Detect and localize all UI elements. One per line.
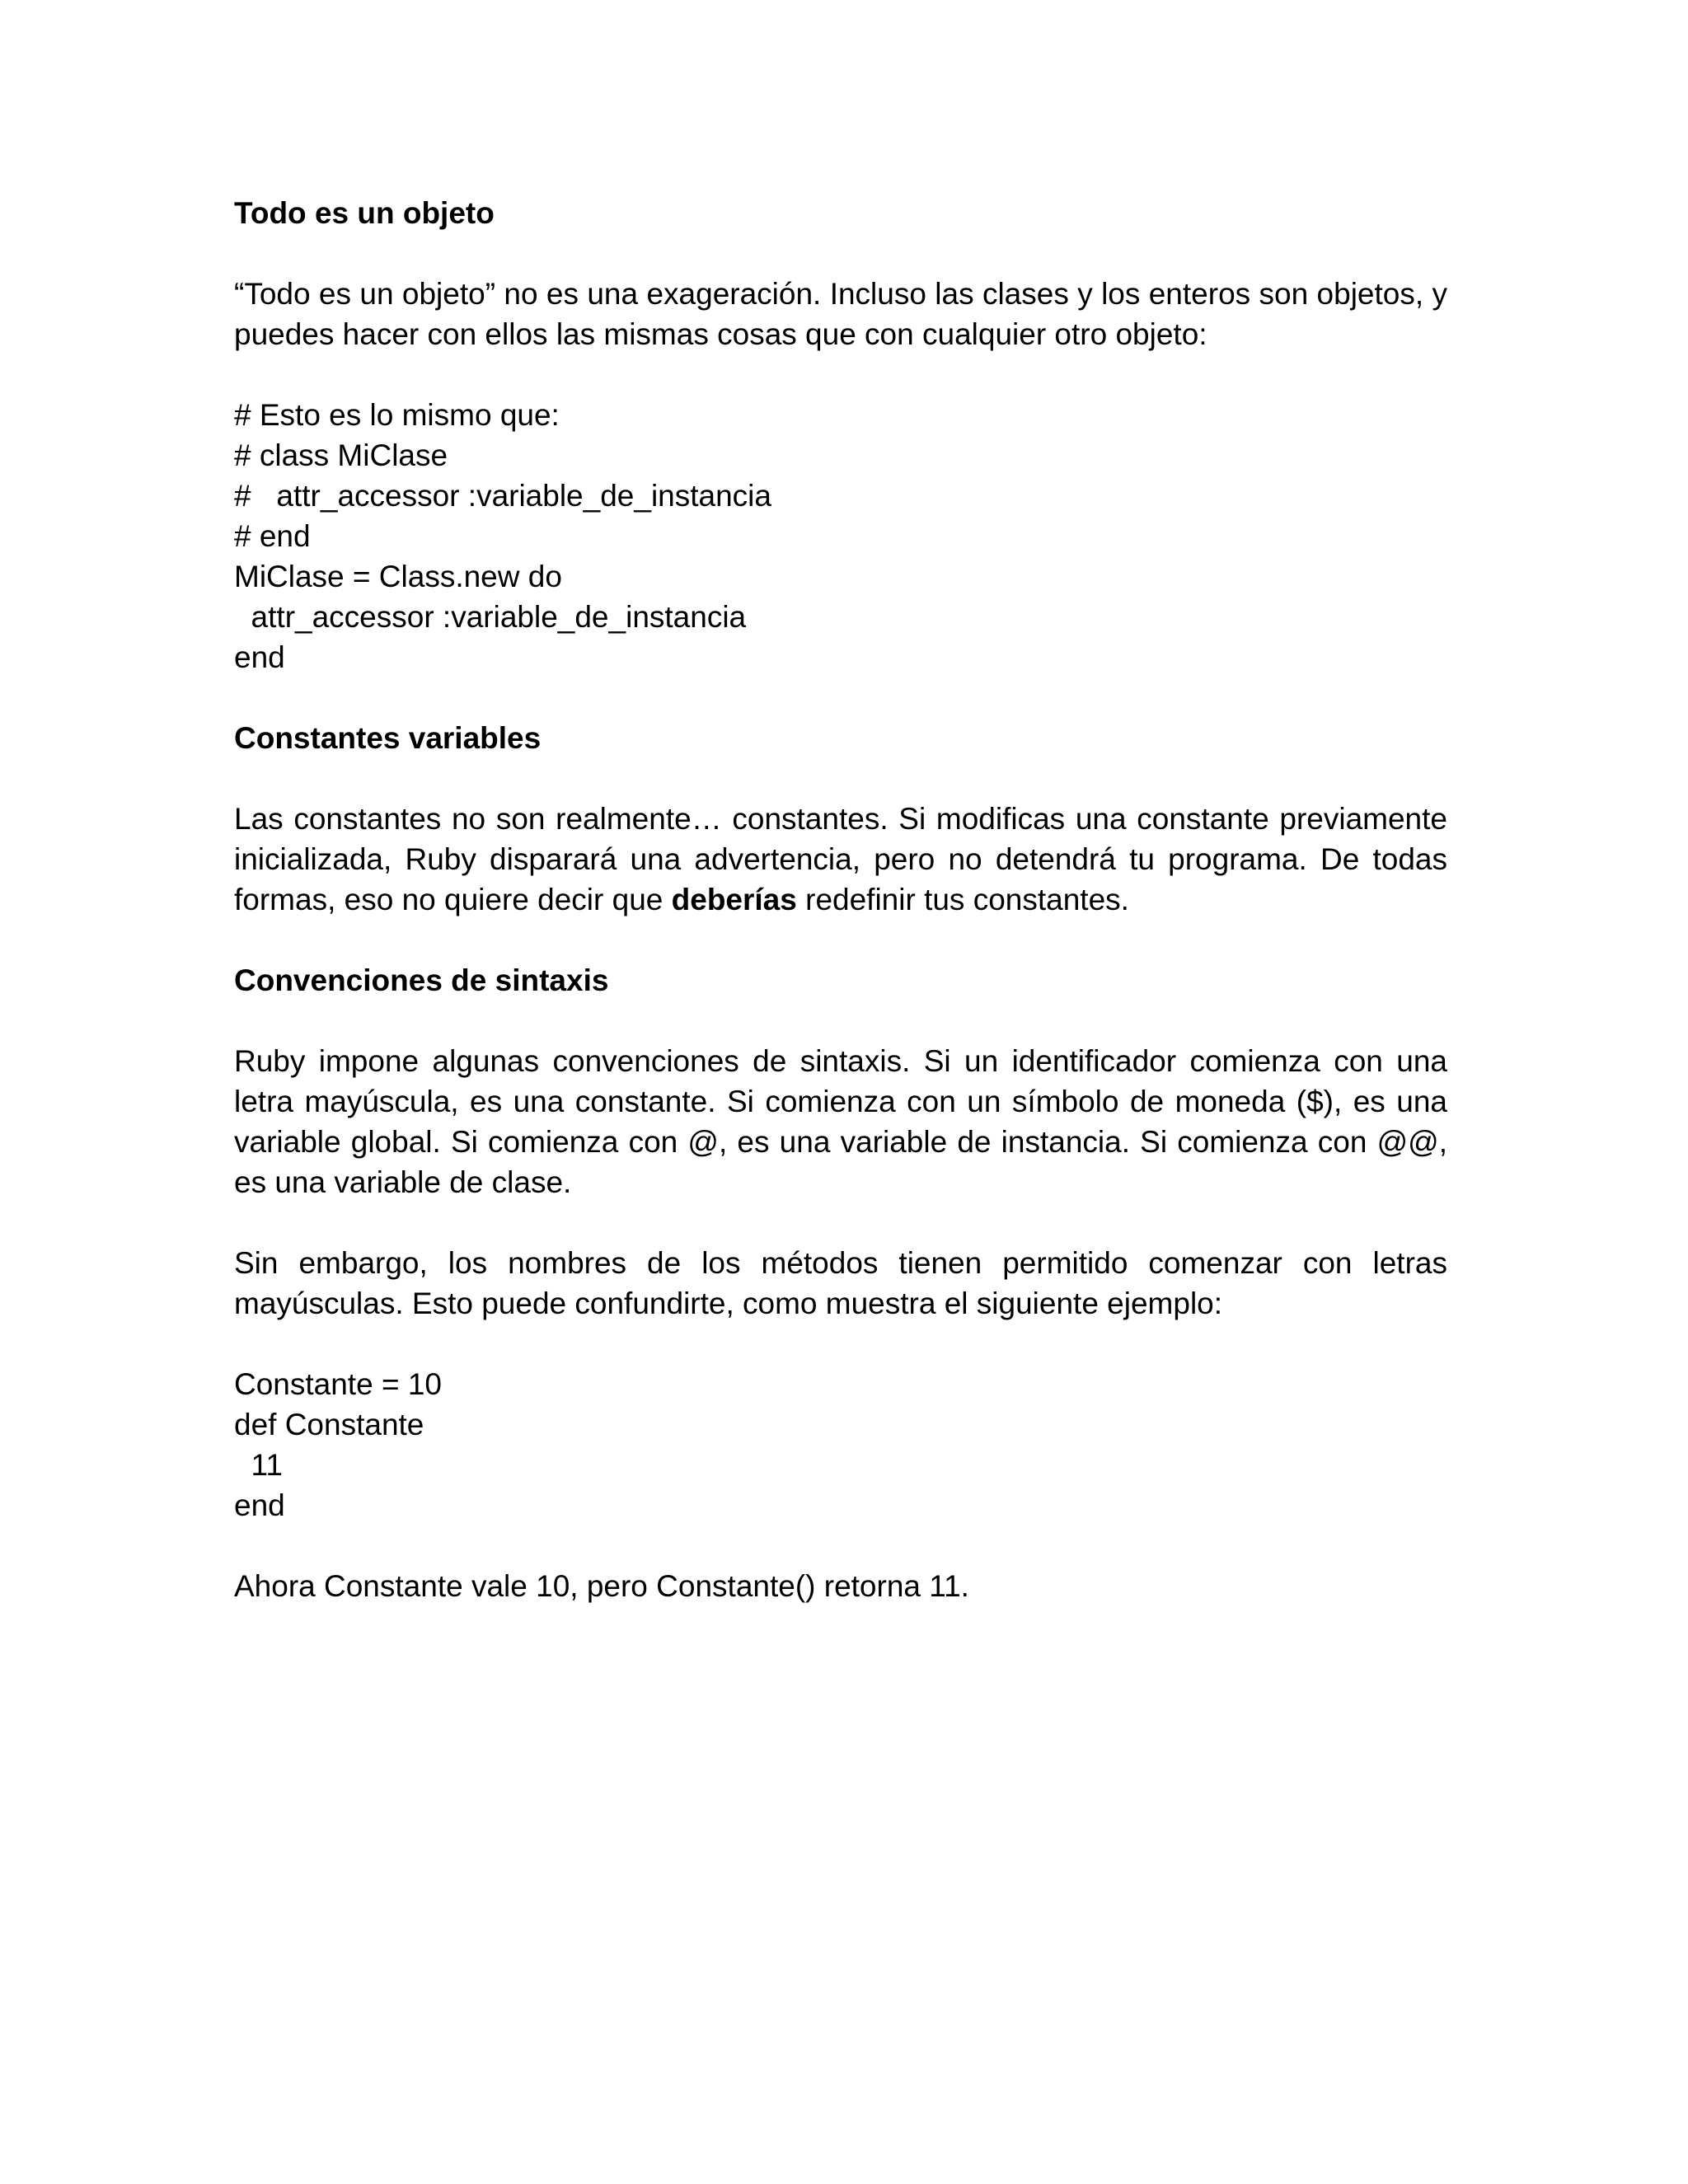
code-line: end (234, 640, 285, 674)
code-block (234, 395, 1447, 677)
code-line: # Esto es lo mismo que: (234, 398, 560, 432)
paragraph: Sin embargo, los nombres de los métodos tienen permitido comenzar con letras mayúsculas. Esto puede confundirte, como muestra el siguiente ejemplo: (234, 1246, 1447, 1320)
section-heading-todo-es-un-objeto: Todo es un objeto (234, 196, 495, 230)
paragraph: Ruby impone algunas convenciones de sintaxis. Si un identificador comienza con una letra mayúscula, es una constante. Si comienza con un símbolo de moneda ($), es una variable global. Si comienza con @, es una variable de instancia. Si comienza con @@, es una variable de clase. (234, 1044, 1447, 1199)
code-line: # end (234, 519, 311, 553)
code-block (234, 1364, 1447, 1526)
code-line: end (234, 1488, 285, 1522)
code-line: MiClase = Class.new do (234, 560, 562, 593)
code-line: attr_accessor :variable_de_instancia (234, 600, 747, 634)
code-line: # class MiClase (234, 438, 448, 472)
paragraph-text: redefinir tus constantes. (796, 883, 1129, 916)
code-line: def Constante (234, 1408, 424, 1441)
emphasis-text: deberías (671, 883, 797, 916)
code-line: 11 (234, 1448, 283, 1482)
code-line: # attr_accessor :variable_de_instancia (234, 479, 771, 513)
paragraph (234, 799, 1447, 920)
section-heading-constantes-variables: Constantes variables (234, 721, 542, 755)
paragraph: Ahora Constante vale 10, pero Constante() retorna 11. (234, 1569, 969, 1603)
document-page (234, 193, 1447, 1647)
code-line: Constante = 10 (234, 1367, 442, 1401)
section-heading-convenciones-de-sintaxis: Convenciones de sintaxis (234, 963, 609, 997)
paragraph-text: Las constantes no son realmente… constantes. Si modificas una constante previamente inicializada, Ruby disparará una advertencia, pero no detendrá tu programa. De todas formas, eso no quiere decir que (234, 802, 1447, 916)
paragraph: “Todo es un objeto” no es una exageración. Incluso las clases y los enteros son objetos, y puedes hacer con ellos las mismas cosas que con cualquier otro objeto: (234, 277, 1447, 351)
